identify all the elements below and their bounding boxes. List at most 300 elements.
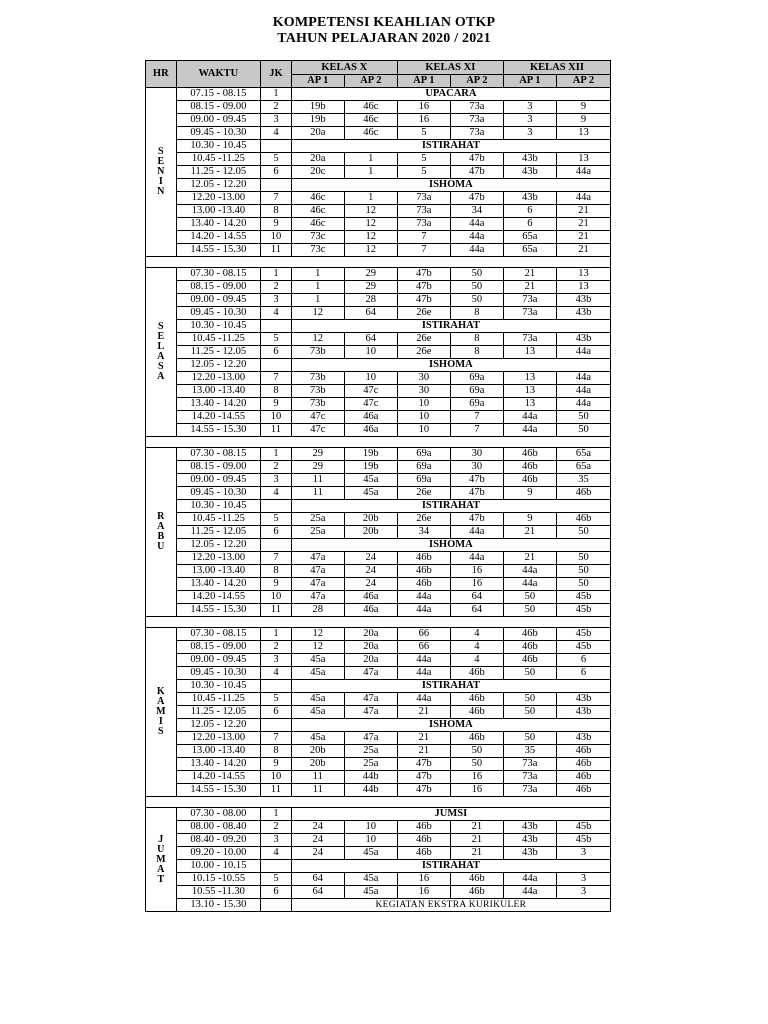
- room-cell: 6: [556, 667, 610, 680]
- jk-cell: 8: [261, 745, 292, 758]
- time-cell: 10.00 - 10.15: [176, 860, 261, 873]
- table-row: [146, 411, 611, 424]
- room-cell: 3: [503, 101, 556, 114]
- room-cell: 16: [450, 565, 503, 578]
- day-label: [146, 448, 177, 617]
- room-cell: 50: [503, 604, 556, 617]
- jk-cell: [261, 179, 292, 192]
- room-cell: 45a: [344, 873, 397, 886]
- room-cell: 47b: [450, 487, 503, 500]
- jk-cell: [261, 539, 292, 552]
- room-cell: 30: [450, 448, 503, 461]
- room-cell: 25a: [344, 758, 397, 771]
- room-cell: 11: [291, 487, 344, 500]
- jk-cell: 8: [261, 385, 292, 398]
- room-cell: 50: [556, 552, 610, 565]
- jk-cell: 3: [261, 654, 292, 667]
- time-cell: 13.00 -13.40: [176, 565, 261, 578]
- room-cell: 50: [450, 268, 503, 281]
- table-row: [146, 886, 611, 899]
- room-cell: 50: [450, 745, 503, 758]
- room-cell: 73b: [291, 346, 344, 359]
- table-row: [146, 565, 611, 578]
- jk-cell: 8: [261, 205, 292, 218]
- activity-cell: ISHOMA: [291, 539, 610, 552]
- day-letter: A: [157, 521, 165, 532]
- room-cell: 45a: [291, 654, 344, 667]
- room-cell: 73b: [291, 385, 344, 398]
- room-cell: 50: [450, 281, 503, 294]
- room-cell: 44a: [556, 398, 610, 411]
- room-cell: 6: [556, 654, 610, 667]
- time-cell: 14.20 -14.55: [176, 411, 261, 424]
- room-cell: 44b: [344, 784, 397, 797]
- time-cell: 10.15 -10.55: [176, 873, 261, 886]
- room-cell: 65a: [503, 244, 556, 257]
- room-cell: 73a: [503, 758, 556, 771]
- room-cell: 24: [344, 578, 397, 591]
- room-cell: 10: [344, 346, 397, 359]
- room-cell: 28: [291, 604, 344, 617]
- room-cell: 45b: [556, 591, 610, 604]
- table-row: [146, 860, 611, 873]
- room-cell: 64: [450, 604, 503, 617]
- room-cell: 10: [397, 424, 450, 437]
- day-letter: A: [157, 696, 165, 707]
- document-title: KOMPETENSI KEAHLIAN OTKP: [272, 15, 496, 30]
- table-row: [146, 179, 611, 192]
- room-cell: 73b: [291, 372, 344, 385]
- room-cell: 20b: [291, 758, 344, 771]
- room-cell: 46b: [450, 732, 503, 745]
- table-row: [146, 745, 611, 758]
- time-cell: 07.30 - 08.00: [176, 808, 261, 821]
- header-kelas-xii: KELAS XII: [503, 61, 610, 75]
- room-cell: 73a: [503, 294, 556, 307]
- room-cell: 25a: [344, 745, 397, 758]
- room-cell: 43b: [503, 153, 556, 166]
- room-cell: 12: [344, 231, 397, 244]
- jk-cell: 4: [261, 667, 292, 680]
- room-cell: 6: [503, 218, 556, 231]
- room-cell: 9: [556, 114, 610, 127]
- room-cell: 46a: [344, 604, 397, 617]
- room-cell: 47b: [450, 153, 503, 166]
- table-row: [146, 680, 611, 693]
- jk-cell: 2: [261, 821, 292, 834]
- time-cell: 13.40 - 14.20: [176, 398, 261, 411]
- room-cell: 64: [344, 333, 397, 346]
- jk-cell: 10: [261, 771, 292, 784]
- room-cell: 47c: [344, 398, 397, 411]
- room-cell: 44a: [503, 578, 556, 591]
- jk-cell: 10: [261, 411, 292, 424]
- room-cell: 44a: [397, 604, 450, 617]
- activity-cell: ISHOMA: [291, 359, 610, 372]
- activity-cell: ISTIRAHAT: [291, 500, 610, 513]
- jk-cell: [261, 359, 292, 372]
- time-cell: 08.15 - 09.00: [176, 461, 261, 474]
- room-cell: 44a: [450, 231, 503, 244]
- time-cell: 13.40 - 14.20: [176, 578, 261, 591]
- room-cell: 47c: [344, 385, 397, 398]
- room-cell: 26e: [397, 307, 450, 320]
- room-cell: 73b: [291, 398, 344, 411]
- table-row: [146, 771, 611, 784]
- header-ap: AP 2: [344, 75, 397, 88]
- room-cell: 30: [397, 385, 450, 398]
- table-row: [146, 101, 611, 114]
- room-cell: 20b: [344, 513, 397, 526]
- room-cell: 47b: [397, 281, 450, 294]
- room-cell: 50: [450, 294, 503, 307]
- table-row: [146, 899, 611, 912]
- room-cell: 21: [450, 834, 503, 847]
- time-cell: 11.25 - 12.05: [176, 706, 261, 719]
- room-cell: 65a: [556, 461, 610, 474]
- room-cell: 1: [344, 153, 397, 166]
- table-row: [146, 218, 611, 231]
- table-row: [146, 153, 611, 166]
- jk-cell: 3: [261, 114, 292, 127]
- table-row: [146, 847, 611, 860]
- time-cell: 12.20 -13.00: [176, 372, 261, 385]
- room-cell: 26e: [397, 346, 450, 359]
- time-cell: 08.15 - 09.00: [176, 641, 261, 654]
- room-cell: 47b: [397, 784, 450, 797]
- room-cell: 1: [344, 192, 397, 205]
- table-row: [146, 706, 611, 719]
- room-cell: 73c: [291, 231, 344, 244]
- room-cell: 69a: [450, 398, 503, 411]
- room-cell: 29: [344, 281, 397, 294]
- room-cell: 47b: [450, 192, 503, 205]
- time-cell: 09.45 - 10.30: [176, 307, 261, 320]
- room-cell: 10: [344, 372, 397, 385]
- jk-cell: 6: [261, 346, 292, 359]
- header-ap: AP 1: [503, 75, 556, 88]
- room-cell: 43b: [556, 294, 610, 307]
- room-cell: 16: [397, 101, 450, 114]
- room-cell: 47b: [450, 513, 503, 526]
- room-cell: 7: [450, 424, 503, 437]
- room-cell: 45b: [556, 821, 610, 834]
- room-cell: 13: [556, 153, 610, 166]
- room-cell: 13: [503, 385, 556, 398]
- room-cell: 16: [450, 578, 503, 591]
- jk-cell: 9: [261, 578, 292, 591]
- time-cell: 13.40 - 14.20: [176, 218, 261, 231]
- day-label: [146, 628, 177, 797]
- room-cell: 45a: [344, 487, 397, 500]
- header-kelas-x: KELAS X: [291, 61, 397, 75]
- time-cell: 14.55 - 15.30: [176, 244, 261, 257]
- table-row: [146, 667, 611, 680]
- table-row: [146, 461, 611, 474]
- room-cell: 47c: [291, 411, 344, 424]
- room-cell: 44a: [450, 552, 503, 565]
- jk-cell: 6: [261, 706, 292, 719]
- time-cell: 07.30 - 08.15: [176, 268, 261, 281]
- time-cell: 11.25 - 12.05: [176, 166, 261, 179]
- day-letter: S: [158, 321, 164, 332]
- day-letter: J: [158, 833, 164, 845]
- room-cell: 73a: [397, 192, 450, 205]
- time-cell: 07.30 - 08.15: [176, 628, 261, 641]
- room-cell: 47a: [291, 552, 344, 565]
- room-cell: 26e: [397, 513, 450, 526]
- table-row: [146, 513, 611, 526]
- room-cell: 46b: [450, 873, 503, 886]
- room-cell: 45a: [344, 847, 397, 860]
- jk-cell: 9: [261, 398, 292, 411]
- day-separator: [146, 617, 611, 628]
- room-cell: 64: [344, 307, 397, 320]
- table-row: [146, 552, 611, 565]
- table-row: [146, 654, 611, 667]
- room-cell: 66: [397, 628, 450, 641]
- room-cell: 16: [397, 114, 450, 127]
- day-letter: S: [158, 361, 164, 372]
- room-cell: 47a: [291, 565, 344, 578]
- room-cell: 46a: [344, 424, 397, 437]
- activity-cell: ISTIRAHAT: [291, 680, 610, 693]
- room-cell: 21: [450, 821, 503, 834]
- room-cell: 73a: [503, 771, 556, 784]
- room-cell: 66: [397, 641, 450, 654]
- jk-cell: 6: [261, 526, 292, 539]
- table-row: [146, 487, 611, 500]
- document-subtitle: TAHUN PELAJARAN 2020 / 2021: [277, 31, 491, 46]
- time-cell: 10.30 - 10.45: [176, 680, 261, 693]
- room-cell: 43b: [556, 732, 610, 745]
- header-kelas-xi: KELAS XI: [397, 61, 503, 75]
- room-cell: 45b: [556, 604, 610, 617]
- table-row: [146, 346, 611, 359]
- time-cell: 09.00 - 09.45: [176, 654, 261, 667]
- table-row: [146, 448, 611, 461]
- time-cell: 14.55 - 15.30: [176, 784, 261, 797]
- room-cell: 21: [397, 706, 450, 719]
- room-cell: 7: [397, 231, 450, 244]
- day-letter: T: [157, 873, 165, 885]
- room-cell: 46b: [450, 667, 503, 680]
- jk-cell: 5: [261, 693, 292, 706]
- jk-cell: 7: [261, 552, 292, 565]
- room-cell: 45a: [344, 474, 397, 487]
- time-cell: 14.20 -14.55: [176, 591, 261, 604]
- day-separator: [146, 437, 611, 448]
- room-cell: 73a: [503, 333, 556, 346]
- time-cell: 10.30 - 10.45: [176, 140, 261, 153]
- room-cell: 21: [397, 745, 450, 758]
- day-letter: A: [157, 351, 165, 362]
- room-cell: 13: [556, 127, 610, 140]
- day-letter: S: [158, 726, 164, 737]
- jk-cell: 11: [261, 244, 292, 257]
- jk-cell: 3: [261, 294, 292, 307]
- room-cell: 11: [291, 771, 344, 784]
- time-cell: 07.30 - 08.15: [176, 448, 261, 461]
- room-cell: 44a: [556, 385, 610, 398]
- room-cell: 50: [556, 565, 610, 578]
- room-cell: 10: [344, 821, 397, 834]
- room-cell: 1: [291, 281, 344, 294]
- day-letter: E: [157, 156, 165, 167]
- table-row: [146, 359, 611, 372]
- table-row: [146, 821, 611, 834]
- time-cell: 10.45 -11.25: [176, 513, 261, 526]
- room-cell: 46b: [503, 654, 556, 667]
- room-cell: 73a: [450, 114, 503, 127]
- room-cell: 16: [397, 886, 450, 899]
- room-cell: 24: [344, 552, 397, 565]
- room-cell: 3: [556, 847, 610, 860]
- jk-cell: 7: [261, 372, 292, 385]
- jk-cell: [261, 899, 292, 912]
- room-cell: 20a: [344, 654, 397, 667]
- room-cell: 21: [556, 205, 610, 218]
- time-cell: 13.40 - 14.20: [176, 758, 261, 771]
- room-cell: 25a: [291, 526, 344, 539]
- time-cell: 12.05 - 12.20: [176, 539, 261, 552]
- jk-cell: 2: [261, 101, 292, 114]
- room-cell: 46b: [556, 771, 610, 784]
- table-row: [146, 808, 611, 821]
- room-cell: 20a: [291, 127, 344, 140]
- room-cell: 46b: [503, 448, 556, 461]
- day-letter: B: [157, 531, 165, 542]
- room-cell: 46b: [503, 641, 556, 654]
- time-cell: 09.45 - 10.30: [176, 667, 261, 680]
- table-row: [146, 372, 611, 385]
- jk-cell: 4: [261, 487, 292, 500]
- room-cell: 21: [450, 847, 503, 860]
- day-separator: [146, 797, 611, 808]
- room-cell: 12: [344, 205, 397, 218]
- day-label: [146, 268, 177, 437]
- time-cell: 10.30 - 10.45: [176, 320, 261, 333]
- table-row: [146, 474, 611, 487]
- room-cell: 45a: [291, 706, 344, 719]
- table-row: [146, 244, 611, 257]
- time-cell: 12.20 -13.00: [176, 732, 261, 745]
- jk-cell: 11: [261, 784, 292, 797]
- room-cell: 7: [397, 244, 450, 257]
- schedule-table: [145, 60, 611, 912]
- room-cell: 44a: [450, 244, 503, 257]
- room-cell: 50: [556, 578, 610, 591]
- room-cell: 45b: [556, 641, 610, 654]
- jk-cell: 1: [261, 448, 292, 461]
- jk-cell: 6: [261, 886, 292, 899]
- room-cell: 69a: [397, 448, 450, 461]
- room-cell: 4: [450, 654, 503, 667]
- room-cell: 21: [503, 552, 556, 565]
- table-row: [146, 500, 611, 513]
- room-cell: 12: [291, 641, 344, 654]
- table-row: [146, 333, 611, 346]
- room-cell: 1: [291, 294, 344, 307]
- jk-cell: 6: [261, 166, 292, 179]
- time-cell: 14.20 - 14.55: [176, 231, 261, 244]
- room-cell: 50: [556, 526, 610, 539]
- room-cell: 44a: [503, 873, 556, 886]
- room-cell: 47b: [397, 771, 450, 784]
- room-cell: 44a: [450, 526, 503, 539]
- time-cell: 08.40 - 09.20: [176, 834, 261, 847]
- room-cell: 47a: [291, 591, 344, 604]
- time-cell: 11.25 - 12.05: [176, 526, 261, 539]
- table-row: [146, 539, 611, 552]
- room-cell: 50: [503, 732, 556, 745]
- jk-cell: 9: [261, 218, 292, 231]
- time-cell: 10.45 -11.25: [176, 333, 261, 346]
- header-waktu: WAKTU: [176, 61, 261, 88]
- room-cell: 8: [450, 346, 503, 359]
- day-letter: U: [157, 843, 165, 855]
- room-cell: 46a: [344, 591, 397, 604]
- time-cell: 14.20 -14.55: [176, 771, 261, 784]
- room-cell: 28: [344, 294, 397, 307]
- room-cell: 46b: [556, 784, 610, 797]
- room-cell: 50: [503, 693, 556, 706]
- room-cell: 44a: [556, 372, 610, 385]
- room-cell: 16: [450, 771, 503, 784]
- time-cell: 08.15 - 09.00: [176, 101, 261, 114]
- room-cell: 20b: [344, 526, 397, 539]
- jk-cell: [261, 140, 292, 153]
- jk-cell: 4: [261, 127, 292, 140]
- room-cell: 12: [344, 218, 397, 231]
- room-cell: 46a: [344, 411, 397, 424]
- time-cell: 10.45 -11.25: [176, 693, 261, 706]
- room-cell: 43b: [556, 693, 610, 706]
- table-row: [146, 307, 611, 320]
- room-cell: 20a: [344, 641, 397, 654]
- activity-cell: UPACARA: [291, 88, 610, 101]
- jk-cell: 2: [261, 281, 292, 294]
- room-cell: 73a: [397, 205, 450, 218]
- room-cell: 69a: [397, 461, 450, 474]
- room-cell: 46b: [397, 821, 450, 834]
- room-cell: 44a: [556, 166, 610, 179]
- room-cell: 19b: [291, 114, 344, 127]
- room-cell: 46c: [344, 127, 397, 140]
- room-cell: 3: [556, 886, 610, 899]
- room-cell: 9: [503, 513, 556, 526]
- table-row: [146, 591, 611, 604]
- room-cell: 3: [503, 127, 556, 140]
- room-cell: 1: [344, 166, 397, 179]
- room-cell: 44a: [503, 424, 556, 437]
- room-cell: 47b: [397, 758, 450, 771]
- room-cell: 50: [503, 667, 556, 680]
- time-cell: 14.55 - 15.30: [176, 424, 261, 437]
- room-cell: 46b: [450, 706, 503, 719]
- room-cell: 46b: [503, 474, 556, 487]
- room-cell: 19b: [344, 461, 397, 474]
- room-cell: 24: [291, 821, 344, 834]
- activity-cell: ISTIRAHAT: [291, 860, 610, 873]
- room-cell: 29: [344, 268, 397, 281]
- day-label: [146, 808, 177, 912]
- table-row: [146, 873, 611, 886]
- time-cell: 12.20 -13.00: [176, 192, 261, 205]
- room-cell: 10: [344, 834, 397, 847]
- jk-cell: [261, 500, 292, 513]
- room-cell: 44a: [397, 591, 450, 604]
